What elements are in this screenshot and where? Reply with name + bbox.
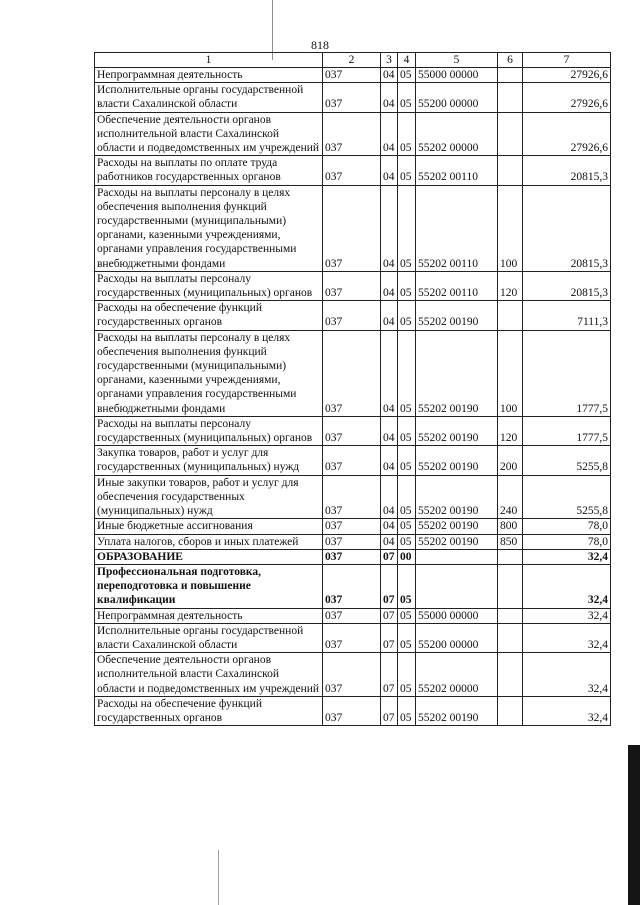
row-value-cell xyxy=(498,653,523,697)
table-row xyxy=(95,696,611,725)
row-value-cell: 037 xyxy=(323,519,381,534)
row-value-cell: 037 xyxy=(323,653,381,697)
row-name-cell: Непрограммная деятельность xyxy=(95,608,323,623)
column-header: 1 xyxy=(95,53,323,68)
table-row xyxy=(95,271,611,300)
row-value-cell: 20815,3 xyxy=(523,271,611,300)
row-value-cell: 037 xyxy=(323,534,381,549)
row-name-cell: Закупка товаров, работ и услуг для государственных (муниципальных) нужд xyxy=(95,446,323,475)
scan-fold-line xyxy=(272,0,273,60)
row-value-cell: 120 xyxy=(498,416,523,445)
row-value-cell: 04 xyxy=(381,475,398,519)
column-header: 4 xyxy=(398,53,416,68)
row-value-cell: 037 xyxy=(323,475,381,519)
row-value-cell: 037 xyxy=(323,608,381,623)
table-row xyxy=(95,549,611,564)
row-value-cell: 04 xyxy=(381,271,398,300)
row-value-cell: 55202 00190 xyxy=(416,301,498,330)
row-value-cell: 55202 00110 xyxy=(416,271,498,300)
row-value-cell: 78,0 xyxy=(523,519,611,534)
row-value-cell: 32,4 xyxy=(523,608,611,623)
row-value-cell: 05 xyxy=(398,416,416,445)
row-value-cell xyxy=(498,68,523,83)
row-value-cell: 037 xyxy=(323,416,381,445)
column-header: 5 xyxy=(416,53,498,68)
row-value-cell: 55202 00190 xyxy=(416,416,498,445)
row-name-cell: Обеспечение деятельности органов исполнительной власти Сахалинской области и подведомственных им учреждений xyxy=(95,112,323,156)
row-value-cell: 55202 00000 xyxy=(416,653,498,697)
row-value-cell: 04 xyxy=(381,68,398,83)
row-value-cell: 04 xyxy=(381,534,398,549)
row-value-cell: 240 xyxy=(498,475,523,519)
row-value-cell xyxy=(498,696,523,725)
row-name-cell: Расходы на выплаты персоналу государственных (муниципальных) органов xyxy=(95,416,323,445)
row-value-cell: 5255,8 xyxy=(523,446,611,475)
row-value-cell: 05 xyxy=(398,653,416,697)
row-name-cell: Уплата налогов, сборов и иных платежей xyxy=(95,534,323,549)
row-value-cell: 05 xyxy=(398,301,416,330)
row-name-cell: Расходы на выплаты персоналу в целях обеспечения выполнения функций государственными (муниципальными) органами, казенными учреждениями, органами управления государственными внебюджетными фондами xyxy=(95,330,323,416)
table-row xyxy=(95,156,611,185)
column-header: 7 xyxy=(523,53,611,68)
column-header: 2 xyxy=(323,53,381,68)
row-value-cell: 78,0 xyxy=(523,534,611,549)
row-value-cell: 037 xyxy=(323,549,381,564)
row-value-cell: 05 xyxy=(398,112,416,156)
row-value-cell: 05 xyxy=(398,623,416,652)
column-header: 3 xyxy=(381,53,398,68)
table-row xyxy=(95,68,611,83)
row-value-cell: 04 xyxy=(381,416,398,445)
row-value-cell: 55000 00000 xyxy=(416,608,498,623)
row-value-cell: 32,4 xyxy=(523,623,611,652)
row-name-cell: Расходы на обеспечение функций государственных органов xyxy=(95,301,323,330)
row-value-cell xyxy=(498,564,523,608)
budget-table xyxy=(94,52,611,726)
row-value-cell: 04 xyxy=(381,301,398,330)
table-row xyxy=(95,416,611,445)
row-value-cell: 32,4 xyxy=(523,696,611,725)
row-name-cell: ОБРАЗОВАНИЕ xyxy=(95,549,323,564)
row-value-cell: 55202 00190 xyxy=(416,475,498,519)
row-value-cell: 32,4 xyxy=(523,653,611,697)
row-value-cell: 05 xyxy=(398,519,416,534)
row-value-cell: 55000 00000 xyxy=(416,68,498,83)
row-value-cell: 05 xyxy=(398,83,416,112)
row-value-cell: 05 xyxy=(398,534,416,549)
row-value-cell xyxy=(498,608,523,623)
table-row xyxy=(95,564,611,608)
row-value-cell: 55202 00190 xyxy=(416,534,498,549)
row-name-cell: Расходы на выплаты персоналу в целях обеспечения выполнения функций государственными (муниципальными) органами, казенными учреждениями, органами управления государственными внебюджетными фондами xyxy=(95,185,323,271)
row-value-cell: 100 xyxy=(498,330,523,416)
row-value-cell: 04 xyxy=(381,112,398,156)
row-value-cell: 05 xyxy=(398,564,416,608)
row-value-cell: 04 xyxy=(381,185,398,271)
row-value-cell: 55202 00190 xyxy=(416,696,498,725)
header-row xyxy=(95,53,611,68)
row-value-cell xyxy=(416,549,498,564)
row-value-cell xyxy=(416,564,498,608)
row-name-cell: Обеспечение деятельности органов исполнительной власти Сахалинской области и подведомственных им учреждений xyxy=(95,653,323,697)
row-name-cell: Профессиональная подготовка, переподготовка и повышение квалификации xyxy=(95,564,323,608)
table-row xyxy=(95,653,611,697)
row-value-cell: 05 xyxy=(398,330,416,416)
row-value-cell: 05 xyxy=(398,271,416,300)
row-value-cell: 05 xyxy=(398,696,416,725)
row-value-cell: 037 xyxy=(323,564,381,608)
row-name-cell: Расходы на выплаты по оплате труда работников государственных органов xyxy=(95,156,323,185)
row-name-cell: Иные бюджетные ассигнования xyxy=(95,519,323,534)
table-row xyxy=(95,446,611,475)
row-value-cell: 07 xyxy=(381,549,398,564)
row-value-cell xyxy=(498,112,523,156)
row-name-cell: Непрограммная деятельность xyxy=(95,68,323,83)
table-row xyxy=(95,185,611,271)
row-value-cell: 037 xyxy=(323,271,381,300)
row-value-cell xyxy=(498,301,523,330)
row-value-cell: 037 xyxy=(323,185,381,271)
table-row xyxy=(95,301,611,330)
row-value-cell: 037 xyxy=(323,696,381,725)
row-value-cell: 120 xyxy=(498,271,523,300)
row-value-cell: 05 xyxy=(398,68,416,83)
row-value-cell xyxy=(498,83,523,112)
row-value-cell: 1777,5 xyxy=(523,330,611,416)
row-value-cell: 55200 00000 xyxy=(416,83,498,112)
table-row xyxy=(95,534,611,549)
row-value-cell: 037 xyxy=(323,68,381,83)
row-value-cell: 5255,8 xyxy=(523,475,611,519)
row-value-cell: 55200 00000 xyxy=(416,623,498,652)
row-value-cell: 037 xyxy=(323,330,381,416)
row-value-cell: 850 xyxy=(498,534,523,549)
row-value-cell: 04 xyxy=(381,519,398,534)
page-number: 818 xyxy=(311,38,329,52)
row-value-cell: 05 xyxy=(398,608,416,623)
row-value-cell: 037 xyxy=(323,112,381,156)
row-value-cell: 32,4 xyxy=(523,549,611,564)
row-value-cell: 200 xyxy=(498,446,523,475)
row-value-cell xyxy=(498,156,523,185)
row-value-cell: 05 xyxy=(398,475,416,519)
row-value-cell: 037 xyxy=(323,156,381,185)
table-row xyxy=(95,83,611,112)
row-value-cell: 05 xyxy=(398,156,416,185)
table-row xyxy=(95,330,611,416)
table-row xyxy=(95,608,611,623)
row-value-cell: 55202 00110 xyxy=(416,156,498,185)
row-value-cell: 00 xyxy=(398,549,416,564)
row-value-cell: 04 xyxy=(381,83,398,112)
column-header: 6 xyxy=(498,53,523,68)
row-name-cell: Исполнительные органы государственной власти Сахалинской области xyxy=(95,623,323,652)
row-value-cell: 07 xyxy=(381,696,398,725)
scan-edge-shadow xyxy=(628,745,640,905)
table-header xyxy=(95,53,611,68)
row-value-cell: 7111,3 xyxy=(523,301,611,330)
row-value-cell: 32,4 xyxy=(523,564,611,608)
table-row xyxy=(95,475,611,519)
row-value-cell: 55202 00000 xyxy=(416,112,498,156)
row-value-cell: 20815,3 xyxy=(523,185,611,271)
row-value-cell: 05 xyxy=(398,446,416,475)
row-value-cell: 55202 00110 xyxy=(416,185,498,271)
row-name-cell: Исполнительные органы государственной власти Сахалинской области xyxy=(95,83,323,112)
row-value-cell: 27926,6 xyxy=(523,83,611,112)
row-value-cell xyxy=(498,549,523,564)
row-value-cell: 1777,5 xyxy=(523,416,611,445)
table-row xyxy=(95,519,611,534)
row-value-cell: 07 xyxy=(381,623,398,652)
row-value-cell: 037 xyxy=(323,301,381,330)
table-row xyxy=(95,623,611,652)
row-value-cell: 100 xyxy=(498,185,523,271)
row-name-cell: Расходы на обеспечение функций государственных органов xyxy=(95,696,323,725)
row-value-cell: 800 xyxy=(498,519,523,534)
row-value-cell xyxy=(498,623,523,652)
table-row xyxy=(95,112,611,156)
row-name-cell: Иные закупки товаров, работ и услуг для обеспечения государственных (муниципальных) нужд xyxy=(95,475,323,519)
row-value-cell: 07 xyxy=(381,564,398,608)
row-value-cell: 05 xyxy=(398,185,416,271)
row-value-cell: 20815,3 xyxy=(523,156,611,185)
row-value-cell: 037 xyxy=(323,623,381,652)
row-value-cell: 27926,6 xyxy=(523,68,611,83)
row-value-cell: 55202 00190 xyxy=(416,330,498,416)
row-value-cell: 07 xyxy=(381,608,398,623)
table-body xyxy=(95,68,611,726)
row-value-cell: 27926,6 xyxy=(523,112,611,156)
row-value-cell: 037 xyxy=(323,446,381,475)
row-value-cell: 04 xyxy=(381,330,398,416)
row-value-cell: 037 xyxy=(323,83,381,112)
row-value-cell: 55202 00190 xyxy=(416,519,498,534)
row-value-cell: 55202 00190 xyxy=(416,446,498,475)
row-name-cell: Расходы на выплаты персоналу государственных (муниципальных) органов xyxy=(95,271,323,300)
scan-fold-line xyxy=(218,850,219,905)
row-value-cell: 04 xyxy=(381,156,398,185)
row-value-cell: 04 xyxy=(381,446,398,475)
row-value-cell: 07 xyxy=(381,653,398,697)
